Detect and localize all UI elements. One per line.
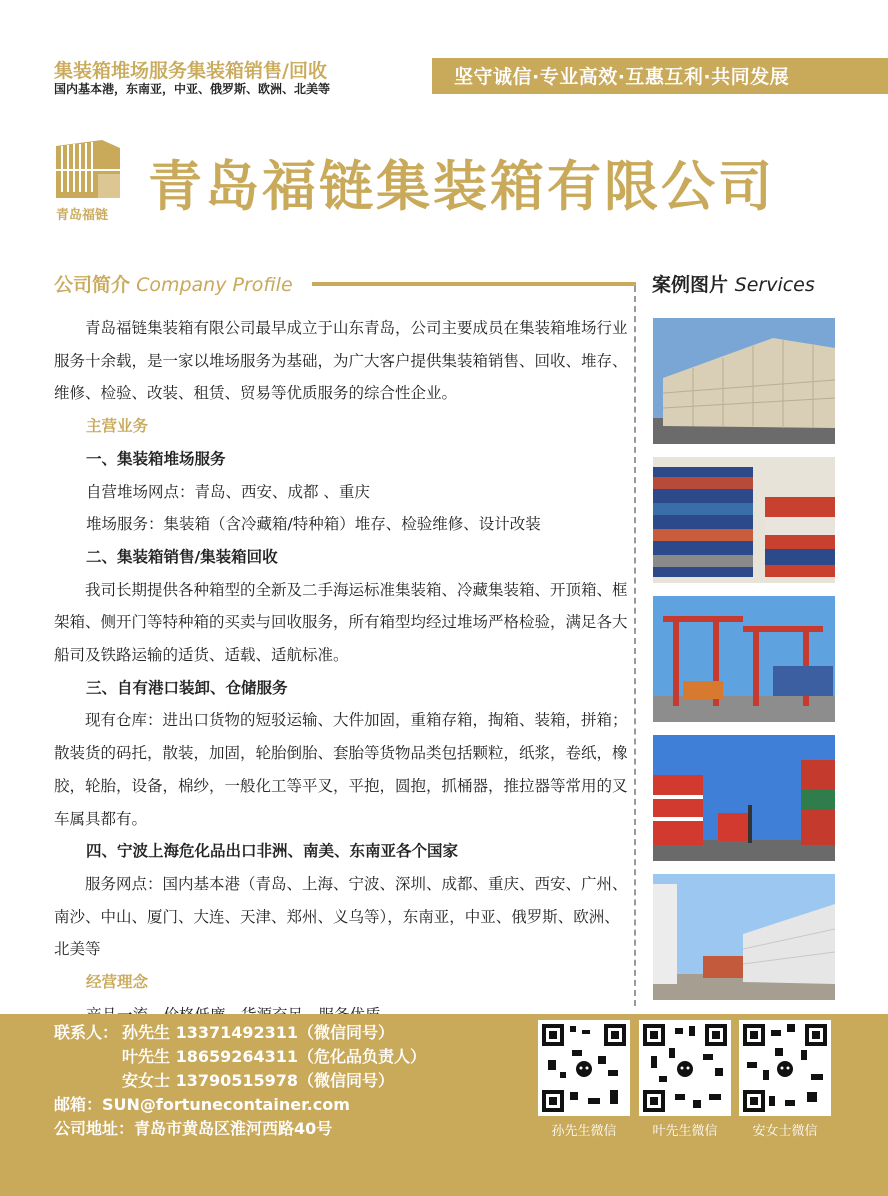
profile-heading-cn: 公司简介	[54, 274, 131, 296]
section-2-text: 我司长期提供各种箱型的全新及二手海运标准集装箱、冷藏集装箱、开顶箱、框架箱、侧开门等特种箱的买卖与回收服务，所有箱型均经过堆场严格检验，满足各大船司及铁路运输的适货、适载、适航标准。	[54, 580, 628, 665]
contact-label: 联系人：	[54, 1023, 119, 1042]
section-1-line-1: 自营堆场网点：青岛、西安、成都 、重庆	[86, 482, 370, 501]
company-name: 青岛福链集装箱有限公司	[148, 155, 775, 218]
container-yard-photo-2	[653, 457, 835, 583]
header-subtitle: 国内基本港，东南亚，中亚、俄罗斯、欧洲、北美等	[54, 82, 331, 96]
qr-code-icon	[739, 1020, 831, 1116]
reefer-container-photo	[653, 874, 835, 1000]
contact-person-2: 叶先生 18659264311（危化品负责人）	[122, 1047, 427, 1066]
profile-heading-en: Company Profile	[136, 274, 293, 296]
column-divider	[634, 286, 636, 1006]
section-3-title: 三、自有港口装卸、仓储服务	[86, 678, 288, 697]
qr-label-3: 安女士微信	[752, 1124, 818, 1139]
header-title: 集装箱堆场服务集装箱销售/回收	[54, 60, 327, 82]
section-4-title: 四、宁波上海危化品出口非洲、南美、东南亚各个国家	[86, 842, 459, 861]
company-logo-icon	[54, 140, 122, 200]
qr-label-1: 孙先生微信	[551, 1124, 617, 1139]
business-heading: 主营业务	[86, 417, 149, 436]
services-heading-cn: 案例图片	[652, 274, 729, 296]
qr-label-2: 叶先生微信	[652, 1124, 718, 1139]
qr-code-icon	[639, 1020, 731, 1116]
port-crane-photo	[653, 596, 835, 722]
profile-content	[54, 312, 628, 1031]
heading-rule	[312, 282, 636, 286]
profile-heading	[54, 270, 293, 297]
contact-address: 公司地址：青岛市黄岛区淮河西路40号	[54, 1119, 333, 1138]
logo-text: 青岛福链	[56, 208, 109, 223]
contact-person-3: 安女士 13790515978（微信同号）	[122, 1071, 395, 1090]
slogan: 坚守诚信·专业高效·互惠互利·共同发展	[454, 66, 790, 88]
services-heading	[652, 270, 815, 297]
contact-person-1: 孙先生 13371492311（微信同号）	[122, 1023, 395, 1042]
qr-code-icon	[538, 1020, 630, 1116]
section-4-text: 服务网点：国内基本港（青岛、上海、宁波、深圳、成都、重庆、西安、广州、南沙、中山、厦门、大连、天津、郑州、义乌等），东南亚，中亚、俄罗斯、欧洲、北美等	[54, 874, 628, 959]
section-3-text: 现有仓库：进出口货物的短驳运输、大件加固，重箱存箱，掏箱、装箱，拼箱；散装货的码托，散装，加固，轮胎倒胎、套胎等货物品类包括颗粒，纸浆，卷纸，橡胶，轮胎，设备，棉纱，一般化工等平叉，平抱，圆抱，抓桶器，推拉器等常用的叉车属具都有。	[54, 711, 628, 828]
section-1-title: 一、集装箱堆场服务	[86, 449, 226, 468]
philosophy-heading: 经营理念	[86, 973, 149, 992]
container-yard-photo-1	[653, 318, 835, 444]
forklift-photo	[653, 735, 835, 861]
services-heading-en: Services	[734, 274, 815, 296]
contact-email: 邮箱：SUN@fortunecontainer.com	[54, 1095, 350, 1114]
intro-paragraph: 青岛福链集装箱有限公司最早成立于山东青岛，公司主要成员在集装箱堆场行业服务十余载，是一家以堆场服务为基础，为广大客户提供集装箱销售、回收、堆存、维修、检验、改装、租赁、贸易等优质服务的综合性企业。	[54, 319, 628, 403]
section-1-line-2: 堆场服务：集装箱（含冷藏箱/特种箱）堆存、检验维修、设计改装	[86, 515, 541, 534]
section-2-title: 二、集装箱销售/集装箱回收	[86, 547, 278, 566]
